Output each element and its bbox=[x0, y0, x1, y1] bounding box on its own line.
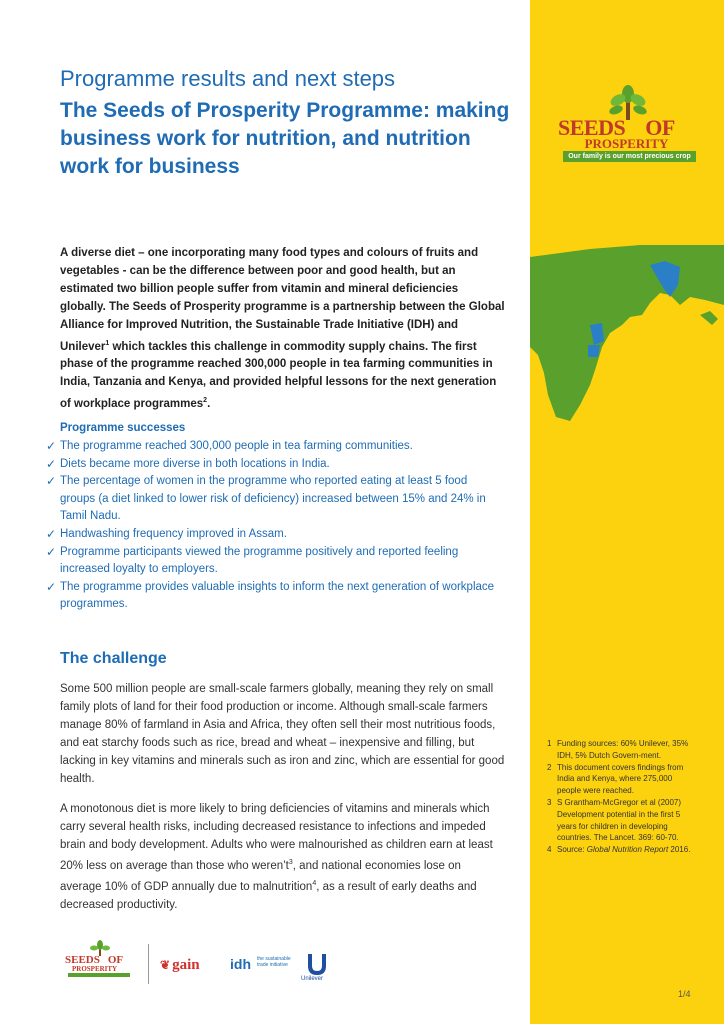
section-label: Programme results and next steps bbox=[60, 66, 396, 91]
africa-asia-map bbox=[530, 245, 724, 425]
challenge-paragraph-1: Some 500 million people are small-scale farmers globally, meaning they rely on small family plots of land for their food production or income. Although small-scale farmers manage 80% of farmland in Asia and Africa, they often sell their most nutritious foods, and eat starchy foods such as rice, bread and wheat – inexpensive and filling, but lacking in key vitamins and minerals such as iron and zinc, which are essential for good health. bbox=[60, 683, 505, 785]
list-item: ✓ The programme reached 300,000 people in tea farming communities. bbox=[60, 438, 500, 456]
seeds-logo-small-sub: PROSPERITY bbox=[72, 965, 118, 973]
challenge-heading: The challenge bbox=[60, 650, 167, 667]
checkmark-icon: ✓ bbox=[46, 474, 57, 489]
gain-logo: ❦ gain bbox=[160, 957, 200, 973]
checkmark-icon: ✓ bbox=[46, 456, 57, 471]
page-number: 1/4 bbox=[678, 989, 691, 999]
logo-tagline: Our family is our most precious crop bbox=[563, 151, 696, 162]
list-item: ✓ The percentage of women in the programme who reported eating at least 5 food groups (a diet linked to lower risk of deficiency) increased between 15% and 24% in Tamil Nadu. bbox=[46, 474, 486, 523]
footnote-ref: 1 bbox=[105, 339, 110, 347]
seeds-of-prosperity-logo bbox=[555, 84, 700, 164]
logo-wordmark: SEEDS OF bbox=[558, 115, 675, 140]
footnote: 2 This document covers findings from India and Kenya, where 275,000 people were reached. bbox=[547, 762, 684, 796]
footnote: 1 Funding sources: 60% Unilever, 35% IDH, 5% Dutch Govern-ment. bbox=[547, 739, 689, 760]
challenge-paragraph-2: A monotonous diet is more likely to bring deficiencies of vitamins and minerals which carry several health risks, including decreased resistance to infections and impeded brain and body development. Adults who were malnourished as children earn at least 20% less on average than those who $weren’t^3$, and national economies lose on average 10% of GDP annually due to malnutrition$^4$, as a result of early deaths and decreased productivity. bbox=[60, 803, 493, 911]
successes-heading: Programme successes bbox=[60, 422, 186, 434]
list-item: ✓ Diets became more diverse in both locations in India. bbox=[60, 456, 500, 474]
list-item: ✓ Handwashing frequency improved in Assam. bbox=[60, 526, 500, 544]
idh-logo: idh bbox=[230, 956, 251, 972]
logo-divider bbox=[148, 944, 149, 984]
list-item: ✓ Programme participants viewed the programme positively and reported feeling increased loyalty to employers. bbox=[46, 544, 459, 576]
footnote-ref: 4 bbox=[312, 879, 317, 887]
list-item: ✓ The programme provides valuable insights to inform the next generation of workplace programmes. bbox=[46, 579, 495, 611]
seeds-logo-small-tag bbox=[68, 973, 130, 977]
checkmark-icon: ✓ bbox=[46, 439, 57, 453]
footnote: 3 S Grantham-McGregor et al (2007) Development potential in the first 5 years for children in developing countries. The Lancet. 369: 60-70. bbox=[547, 797, 682, 843]
idh-tagline: the sustainable trade initiative bbox=[257, 956, 291, 968]
footnotes bbox=[547, 738, 697, 856]
checkmark-icon: ✓ bbox=[46, 544, 57, 559]
logo-wordmark-sub: PROSPERITY bbox=[584, 136, 669, 151]
successes-list bbox=[46, 438, 500, 614]
footnote: 4 Source: Global Nutrition Report 2016. bbox=[547, 845, 691, 855]
intro-paragraph: A diverse diet – one incorporating many food types and colours of fruits and vegetables - can be the difference between poor and good health, but an estimated two billion people suffer from vitamin and mineral deficiencies globally. The Seeds of Prosperity programme is a partnership between the Global Alliance for Improved Nutrition, the Sustainable Trade Initiative (IDH) and Unilever$^1$ which tackles this challenge in commodity supply chains. The first phase of the programme reached 300,000 people in tea farming communities in India, Tanzania and Kenya, and provided helpful lessons for the next generation of workplace programmes$^2$. bbox=[60, 247, 505, 410]
footnote-ref: 3 bbox=[288, 859, 293, 866]
unilever-wordmark: Unilever bbox=[301, 976, 324, 982]
seeds-logo-small: SEEDS OF bbox=[65, 954, 124, 966]
unilever-logo-icon bbox=[306, 952, 328, 976]
page-title: The Seeds of Prosperity Programme: making business work for nutrition, and nutrition work for business bbox=[60, 99, 510, 178]
partner-logos bbox=[60, 940, 360, 985]
checkmark-icon: ✓ bbox=[46, 526, 57, 541]
checkmark-icon: ✓ bbox=[46, 579, 57, 594]
footnote-ref: 2 bbox=[203, 397, 208, 405]
